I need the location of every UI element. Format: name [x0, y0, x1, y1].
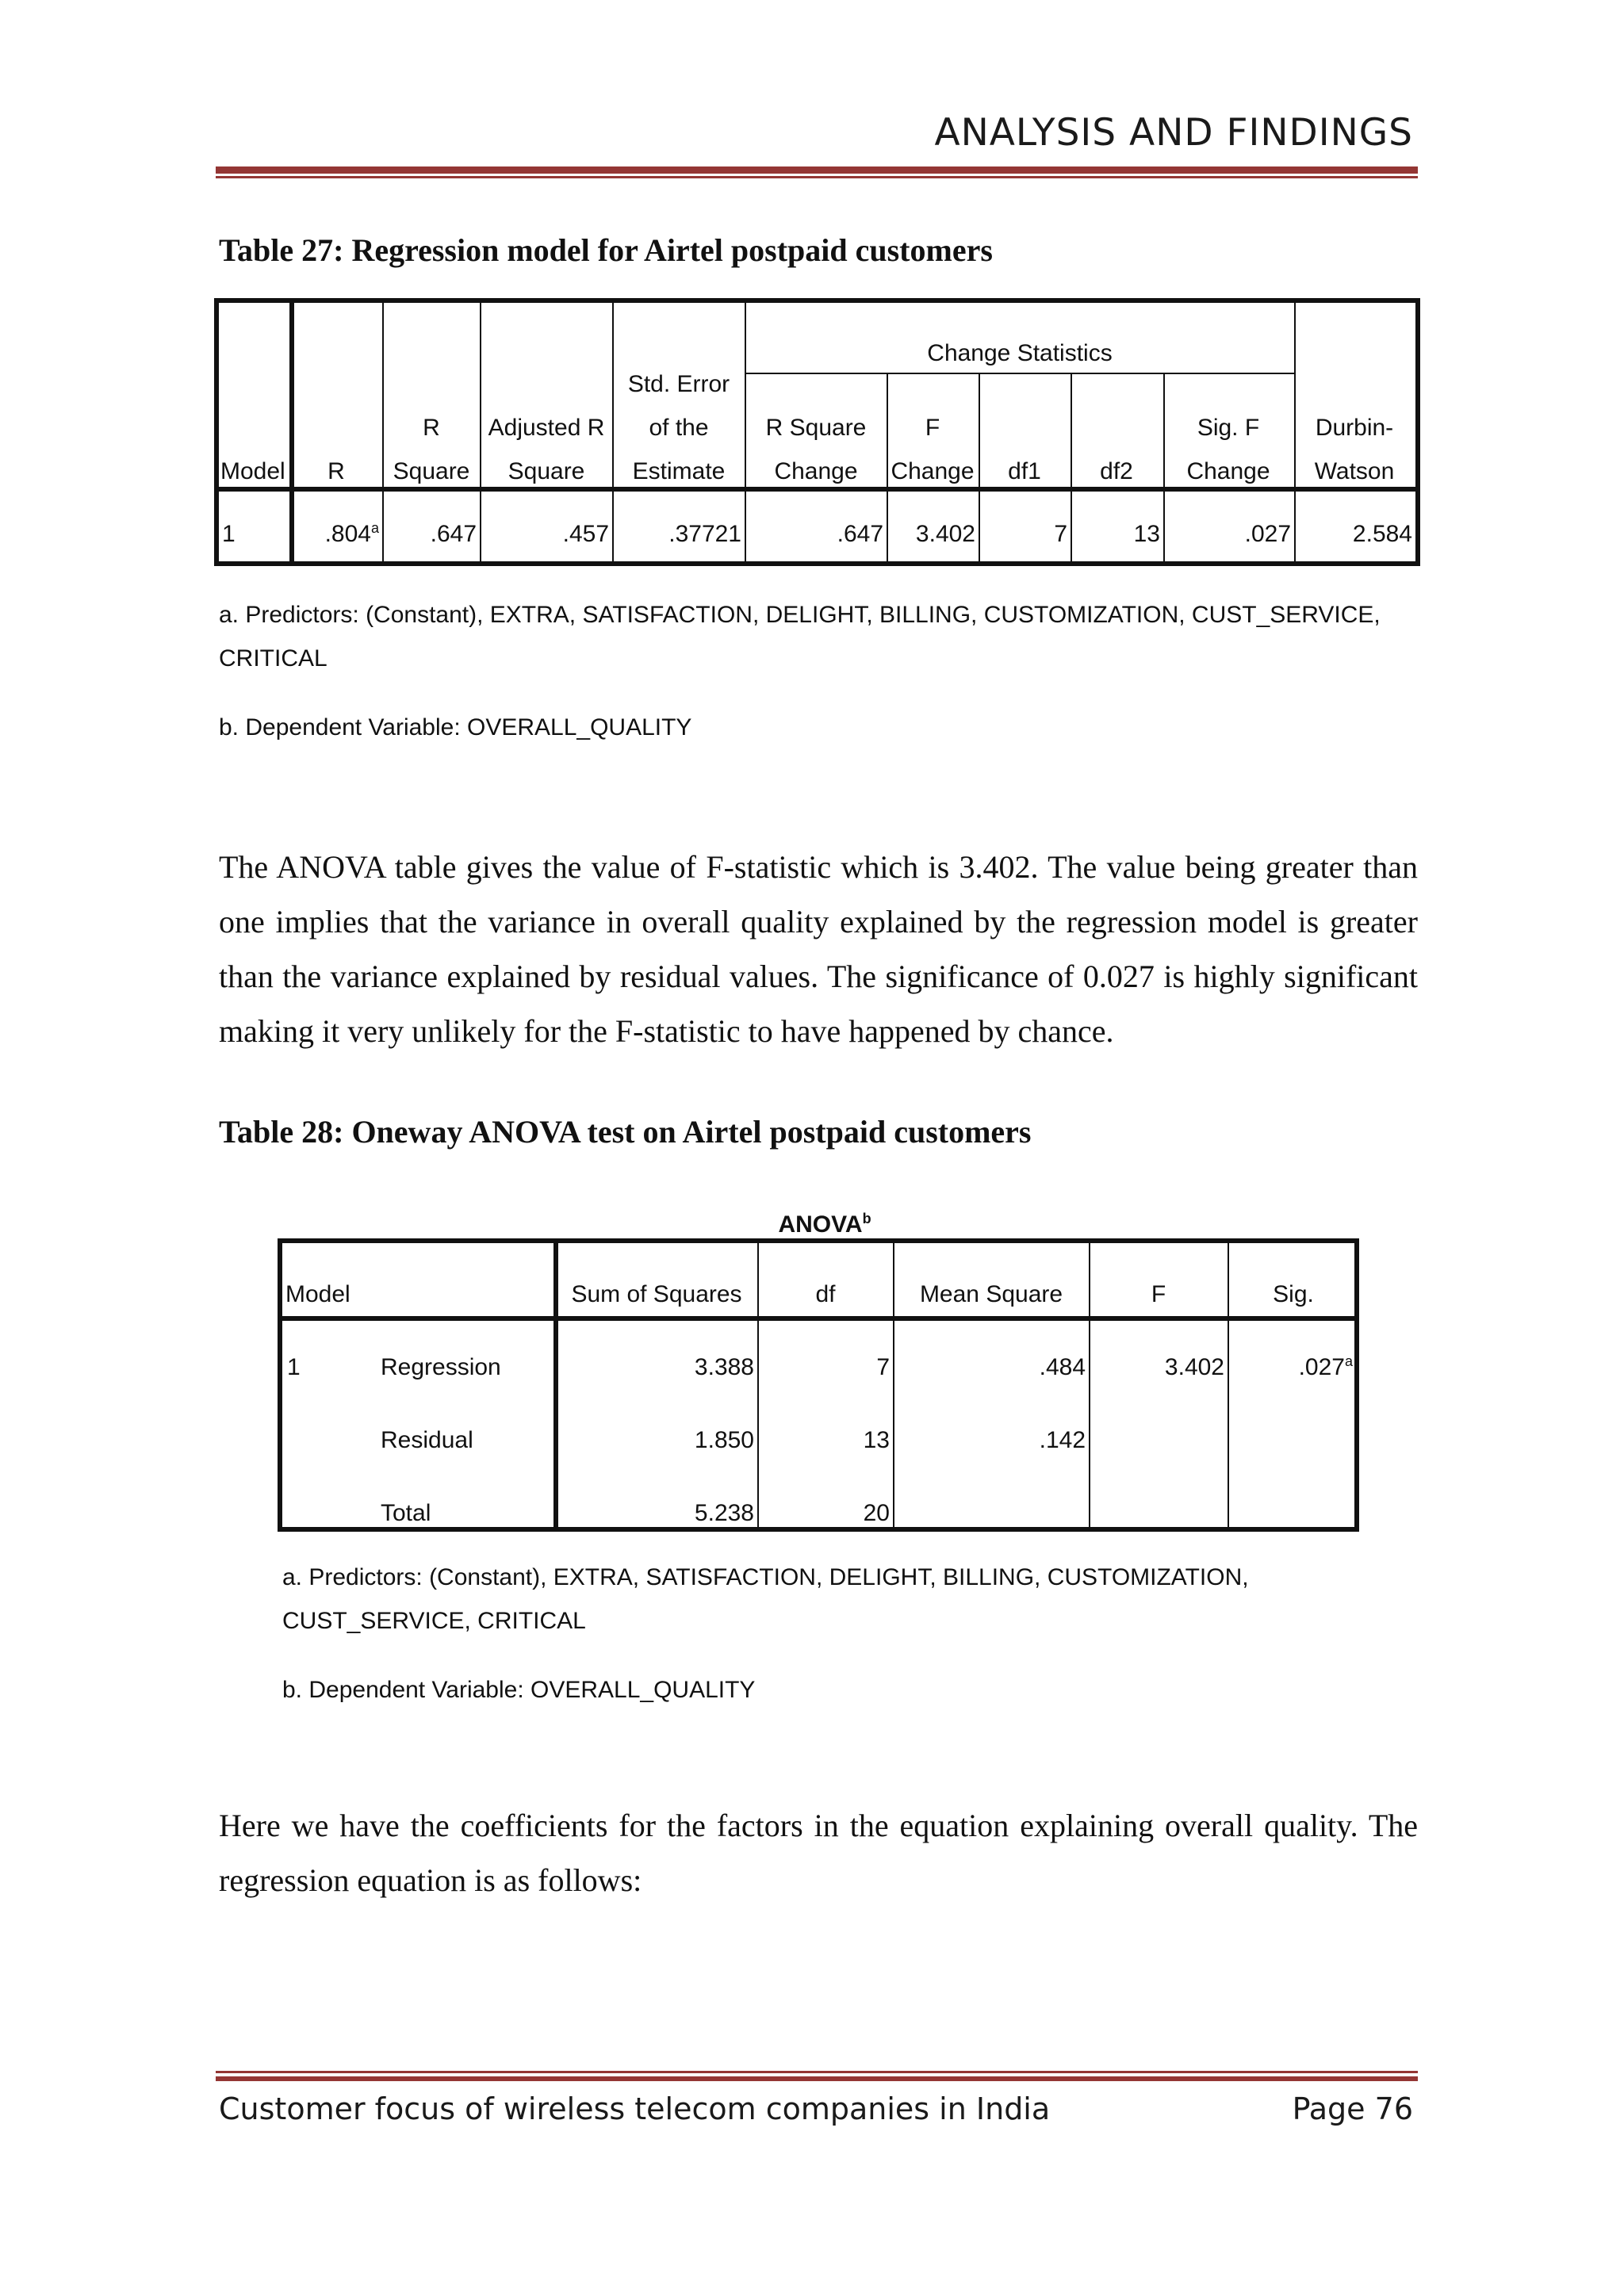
t28-header-df: df — [815, 1281, 836, 1307]
t28-header-mean-square: Mean Square — [919, 1281, 1063, 1307]
t27-cell-f-change: 3.402 — [915, 521, 975, 547]
t28-header-sum-of-squares: Sum of Squares — [571, 1281, 742, 1307]
t27-header-fc-line2: Change — [891, 458, 975, 484]
t27-header-adj-line2: Square — [508, 458, 585, 484]
t28-cell-model-number: 1 — [287, 1354, 301, 1380]
t27-hline-group — [745, 373, 1296, 374]
t27-vline-model — [289, 303, 294, 561]
t27-header-r-square-line1: R — [423, 415, 440, 441]
t28-row-regression-sig: .027$^a$ — [1298, 1353, 1353, 1380]
t27-header-adj-line1: Adjusted R — [488, 415, 605, 441]
t27-cell-model: 1 — [222, 521, 236, 547]
t27-vline — [745, 303, 746, 561]
footer-rule-thick — [216, 2076, 1418, 2081]
t27-header-sig-line2: Change — [1186, 458, 1270, 484]
table28-note-a: a. Predictors: (Constant), EXTRA, SATISFACTION, DELIGHT, BILLING, CUSTOMIZATION, CUST_SERVICE, CRITICAL — [282, 1564, 1249, 1634]
table27-note-b: b. Dependent Variable: OVERALL_QUALITY — [219, 714, 692, 740]
t28-hline-header — [282, 1316, 1354, 1321]
t27-vline — [1071, 373, 1072, 561]
t27-cell-sig-f-change: .027 — [1244, 521, 1291, 547]
t27-cell-r: .804$^a$ — [324, 520, 379, 547]
t27-header-df2: df2 — [1100, 458, 1133, 484]
t27-header-rsc-line1: R Square — [765, 415, 867, 441]
t28-row-residual-df: 13 — [863, 1427, 890, 1453]
t27-header-se-line1: Std. Error — [627, 371, 730, 397]
t27-header-r: R — [327, 458, 345, 484]
t27-cell-adj-r-square: .457 — [562, 521, 609, 547]
t27-header-sig-line1: Sig. F — [1197, 415, 1260, 441]
t27-header-rsc-line2: Change — [774, 458, 858, 484]
t28-vline — [893, 1243, 894, 1527]
t28-row-residual-mean-sq: .142 — [1039, 1427, 1086, 1453]
t27-cell-df2: 13 — [1133, 521, 1160, 547]
t28-row-regression-f: 3.402 — [1164, 1354, 1224, 1380]
t27-header-se-line2: of the — [649, 415, 709, 441]
t28-row-total-df: 20 — [863, 1500, 890, 1526]
table28-anova — [278, 1238, 1359, 1532]
t28-vline-label — [553, 1243, 558, 1527]
t27-header-dw-line1: Durbin- — [1315, 415, 1394, 441]
t28-header-sig: Sig. — [1273, 1281, 1314, 1307]
footer-page-number: Page 76 — [1292, 2091, 1413, 2126]
t28-row-regression-sum-sq: 3.388 — [694, 1354, 754, 1380]
t28-row-total-label: Total — [381, 1500, 431, 1526]
t27-vline — [887, 373, 888, 561]
t28-row-regression-mean-sq: .484 — [1039, 1354, 1086, 1380]
t27-header-model: Model — [220, 458, 285, 484]
paragraph-coefficients-intro: Here we have the coefficients for the factors in the equation explaining overall quality. The regression equation is as follows: — [219, 1808, 1418, 1898]
footer-document-title: Customer focus of wireless telecom companies in India — [219, 2091, 1051, 2126]
t27-vline — [480, 303, 481, 561]
t28-row-residual-sum-sq: 1.850 — [694, 1427, 754, 1453]
t28-vline — [757, 1243, 759, 1527]
header-rule-thin — [216, 176, 1418, 178]
t27-vline — [1294, 303, 1296, 561]
t28-header-model: Model — [285, 1281, 350, 1307]
t27-cell-std-error: .37721 — [668, 521, 741, 547]
t27-cell-durbin-watson: 2.584 — [1352, 521, 1412, 547]
t27-header-fc-line1: F — [925, 415, 940, 441]
t27-header-dw-line2: Watson — [1314, 458, 1395, 484]
t28-row-regression-label: Regression — [381, 1354, 501, 1380]
t27-hline-header — [219, 487, 1415, 492]
t27-vline — [382, 303, 384, 561]
table28-note-b: b. Dependent Variable: OVERALL_QUALITY — [282, 1677, 756, 1703]
t27-group-change-statistics: Change Statistics — [927, 340, 1113, 366]
t27-vline — [979, 373, 980, 561]
t27-cell-r-square-change: .647 — [837, 521, 883, 547]
table28-caption: Table 28: Oneway ANOVA test on Airtel postpaid customers — [219, 1114, 1032, 1150]
table27-caption: Table 27: Regression model for Airtel postpaid customers — [219, 232, 993, 268]
t28-row-residual-label: Residual — [381, 1427, 473, 1453]
t28-vline — [1228, 1243, 1229, 1527]
t27-cell-r-square: .647 — [430, 521, 477, 547]
header-rule-thick — [216, 166, 1418, 174]
t28-header-f: F — [1151, 1281, 1166, 1307]
table27-model-summary — [214, 298, 1420, 566]
t28-vline — [1089, 1243, 1090, 1527]
t28-row-total-sum-sq: 5.238 — [694, 1500, 754, 1526]
anova-table-title: ANOVA$^b$ — [778, 1211, 871, 1238]
t27-cell-df1: 7 — [1054, 521, 1067, 547]
t27-header-df1: df1 — [1008, 458, 1041, 484]
table27-note-a: a. Predictors: (Constant), EXTRA, SATISFACTION, DELIGHT, BILLING, CUSTOMIZATION, CUST_SERVICE, CRITICAL — [219, 602, 1381, 672]
t27-vline — [1163, 373, 1165, 561]
footer-rule-thin — [216, 2071, 1418, 2073]
t27-header-se-line3: Estimate — [632, 458, 726, 484]
t27-vline — [612, 303, 614, 561]
running-header-title: ANALYSIS AND FINDINGS — [934, 111, 1413, 155]
paragraph-anova-explanation: The ANOVA table gives the value of F-statistic which is 3.402. The value being greater than one implies that the variance in overall quality explained by the regression model is greater than the variance explained by residual values. The significance of 0.027 is highly significant making it very unlikely for the F-statistic to have happened by chance. — [219, 849, 1418, 1049]
t28-row-regression-df: 7 — [876, 1354, 890, 1380]
t27-header-r-square-line2: Square — [393, 458, 470, 484]
